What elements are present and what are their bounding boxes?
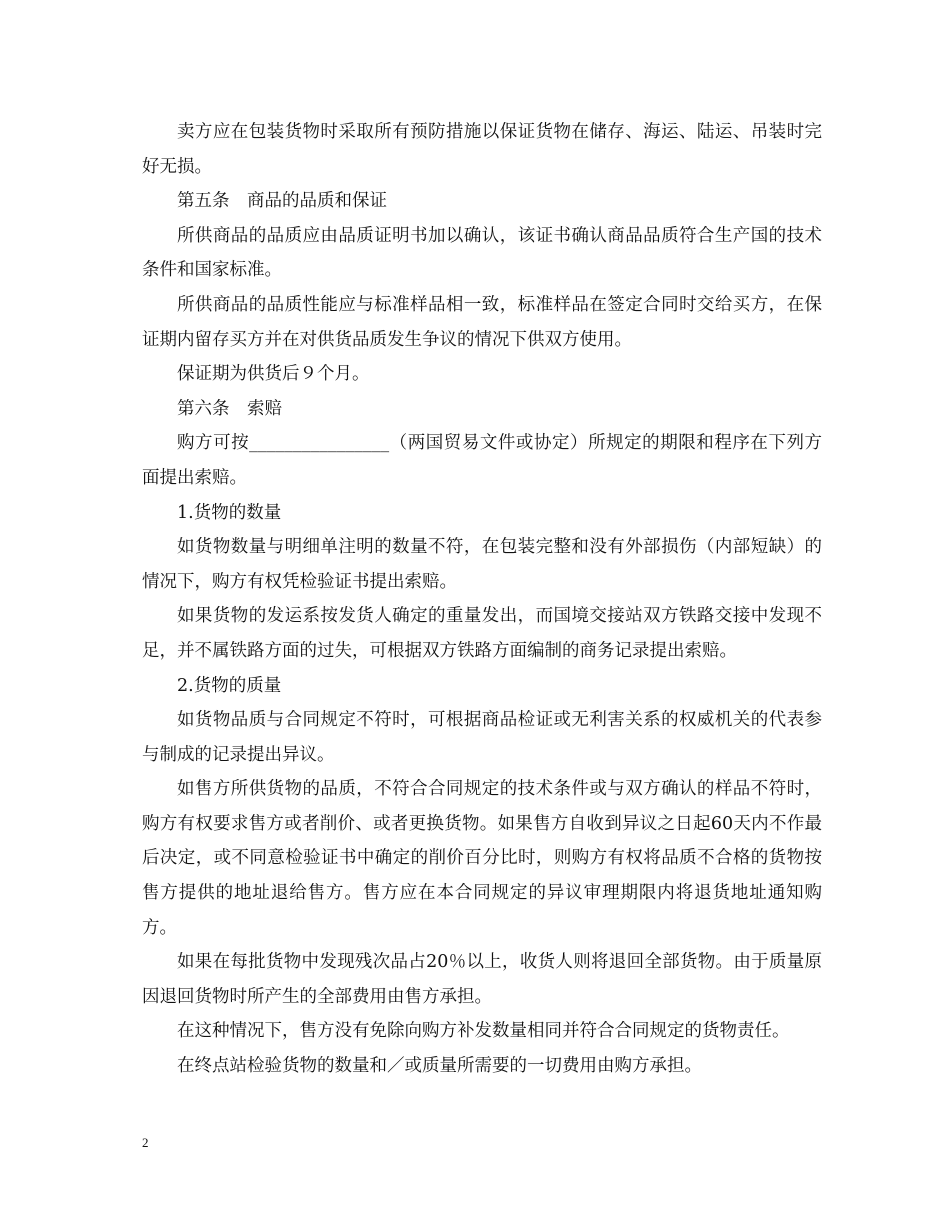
- paragraph-quality-remedy: 如售方所供货物的品质，不符合合同规定的技术条件或与双方确认的样品不符时，购方有权要求售方或者削价、或者更换货物。如果售方自收到异议之日起60天内不作最后决定，或不同意检验证书中确定的削价百分比时，则购方有权将品质不合格的货物按售方提供的地址退给售方。售方应在本合同规定的异议审理期限内将退货地址通知购方。: [142, 779, 822, 938]
- paragraph-inspection-costs: 在终点站检验货物的数量和／或质量所需要的一切费用由购方承担。: [177, 1056, 702, 1077]
- paragraph-defect-return: 如果在每批货物中发现残次品占20％以上，收货人则将退回全部货物。由于质量原因退回货物时所产生的全部费用由售方承担。: [142, 952, 822, 1007]
- paragraph-packing-precautions: 卖方应在包装货物时采取所有预防措施以保证货物在储存、海运、陆运、吊装时完好无损。: [142, 122, 822, 177]
- paragraph-claims-intro: 购方可按________________（两国贸易文件或协定）所规定的期限和程序在下列方面提出索赔。: [142, 433, 822, 488]
- subheading-quantity: 1.货物的数量: [177, 502, 282, 523]
- page-number: 2: [142, 1135, 149, 1150]
- paragraph-quality-objection: 如货物品质与合同规定不符时，可根据商品检证或无利害关系的权威机关的代表参与制成的记录提出异议。: [142, 710, 822, 765]
- paragraph-reshipment-obligation: 在这种情况下，售方没有免除向购方补发数量相同并符合合同规定的货物责任。: [177, 1021, 790, 1042]
- document-body: [142, 115, 822, 1084]
- paragraph-quantity-mismatch: 如货物数量与明细单注明的数量不符，在包装完整和没有外部损伤（内部短缺）的情况下，购方有权凭检验证书提出索赔。: [142, 537, 822, 592]
- paragraph-standard-sample: 所供商品的品质性能应与标准样品相一致，标准样品在签定合同时交给买方，在保证期内留存买方并在对供货品质发生争议的情况下供双方使用。: [142, 294, 822, 350]
- article-five-heading: 第五条 商品的品质和保证: [177, 191, 387, 212]
- article-six-heading: 第六条 索赔: [177, 398, 282, 419]
- subheading-quality: 2.货物的质量: [177, 675, 282, 696]
- paragraph-weight-shortage: 如果货物的发运系按发货人确定的重量发出，而国境交接站双方铁路交接中发现不足，并不属铁路方面的过失，可根据双方铁路方面编制的商务记录提出索赔。: [142, 606, 822, 661]
- paragraph-quality-certificate: 所供商品的品质应由品质证明书加以确认，该证书确认商品品质符合生产国的技术条件和国家标准。: [142, 225, 822, 281]
- paragraph-warranty-period: 保证期为供货后９个月。: [177, 364, 370, 385]
